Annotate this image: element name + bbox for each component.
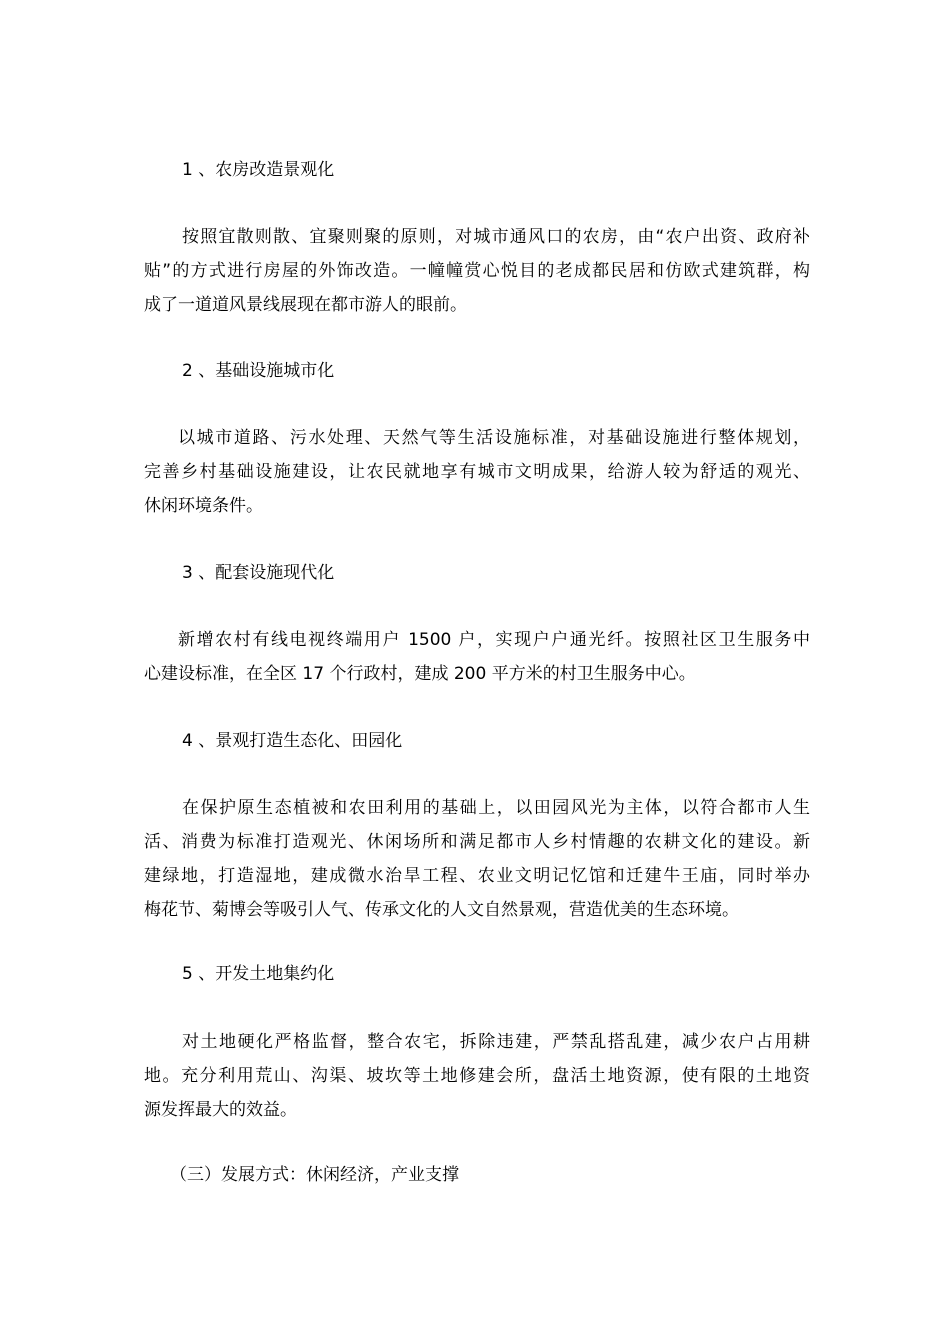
paragraph-4 bbox=[144, 791, 810, 927]
heading-1: 1 、农房改造景观化 bbox=[182, 160, 335, 180]
paragraph-line: 心建设标准，在全区 17 个行政村，建成 200 平方米的村卫生服务中心。 bbox=[144, 664, 696, 684]
paragraph-line: 成了一道道风景线展现在都市游人的眼前。 bbox=[144, 295, 467, 315]
heading-5: 5 、开发土地集约化 bbox=[182, 964, 335, 984]
heading-4: 4 、景观打造生态化、田园化 bbox=[182, 731, 403, 751]
paragraph-line: 地。充分利用荒山、沟渠、坡坎等土地修建会所，盘活土地资源，使有限的土地资 bbox=[144, 1066, 810, 1086]
paragraph-line: 以城市道路、污水处理、天然气等生活设施标准，对基础设施进行整体规划， bbox=[178, 428, 810, 448]
paragraph-1 bbox=[144, 220, 810, 322]
paragraph-line: 活、消费为标准打造观光、休闲场所和满足都市人乡村情趣的农耕文化的建设。新 bbox=[144, 832, 810, 852]
paragraph-line: 休闲环境条件。 bbox=[144, 496, 263, 516]
paragraph-2 bbox=[144, 421, 810, 523]
paragraph-line: 完善乡村基础设施建设，让农民就地享有城市文明成果，给游人较为舒适的观光、 bbox=[144, 462, 810, 482]
paragraph-line: 梅花节、菊博会等吸引人气、传承文化的人文自然景观，营造优美的生态环境。 bbox=[144, 900, 739, 920]
paragraph-3 bbox=[144, 623, 810, 691]
paragraph-line: 新增农村有线电视终端用户 1500 户，实现户户通光纤。按照社区卫生服务中 bbox=[178, 630, 810, 650]
paragraph-line: 按照宜散则散、宜聚则聚的原则，对城市通风口的农房，由“农户出资、政府补 bbox=[182, 227, 810, 247]
paragraph-line: 对土地硬化严格监督，整合农宅，拆除违建，严禁乱搭乱建，减少农户占用耕 bbox=[182, 1032, 810, 1052]
paragraph-line: 在保护原生态植被和农田利用的基础上，以田园风光为主体，以符合都市人生 bbox=[182, 798, 810, 818]
paragraph-line: 源发挥最大的效益。 bbox=[144, 1100, 297, 1120]
heading-2: 2 、基础设施城市化 bbox=[182, 361, 335, 381]
heading-3: 3 、配套设施现代化 bbox=[182, 563, 335, 583]
paragraph-line: 贴”的方式进行房屋的外饰改造。一幢幢赏心悦目的老成都民居和仿欧式建筑群，构 bbox=[144, 261, 810, 281]
paragraph-line: 建绿地，打造湿地，建成微水治旱工程、农业文明记忆馆和迁建牛王庙，同时举办 bbox=[144, 866, 810, 886]
section-heading: （三）发展方式：休闲经济，产业支撑 bbox=[170, 1165, 459, 1185]
paragraph-5 bbox=[144, 1025, 810, 1127]
